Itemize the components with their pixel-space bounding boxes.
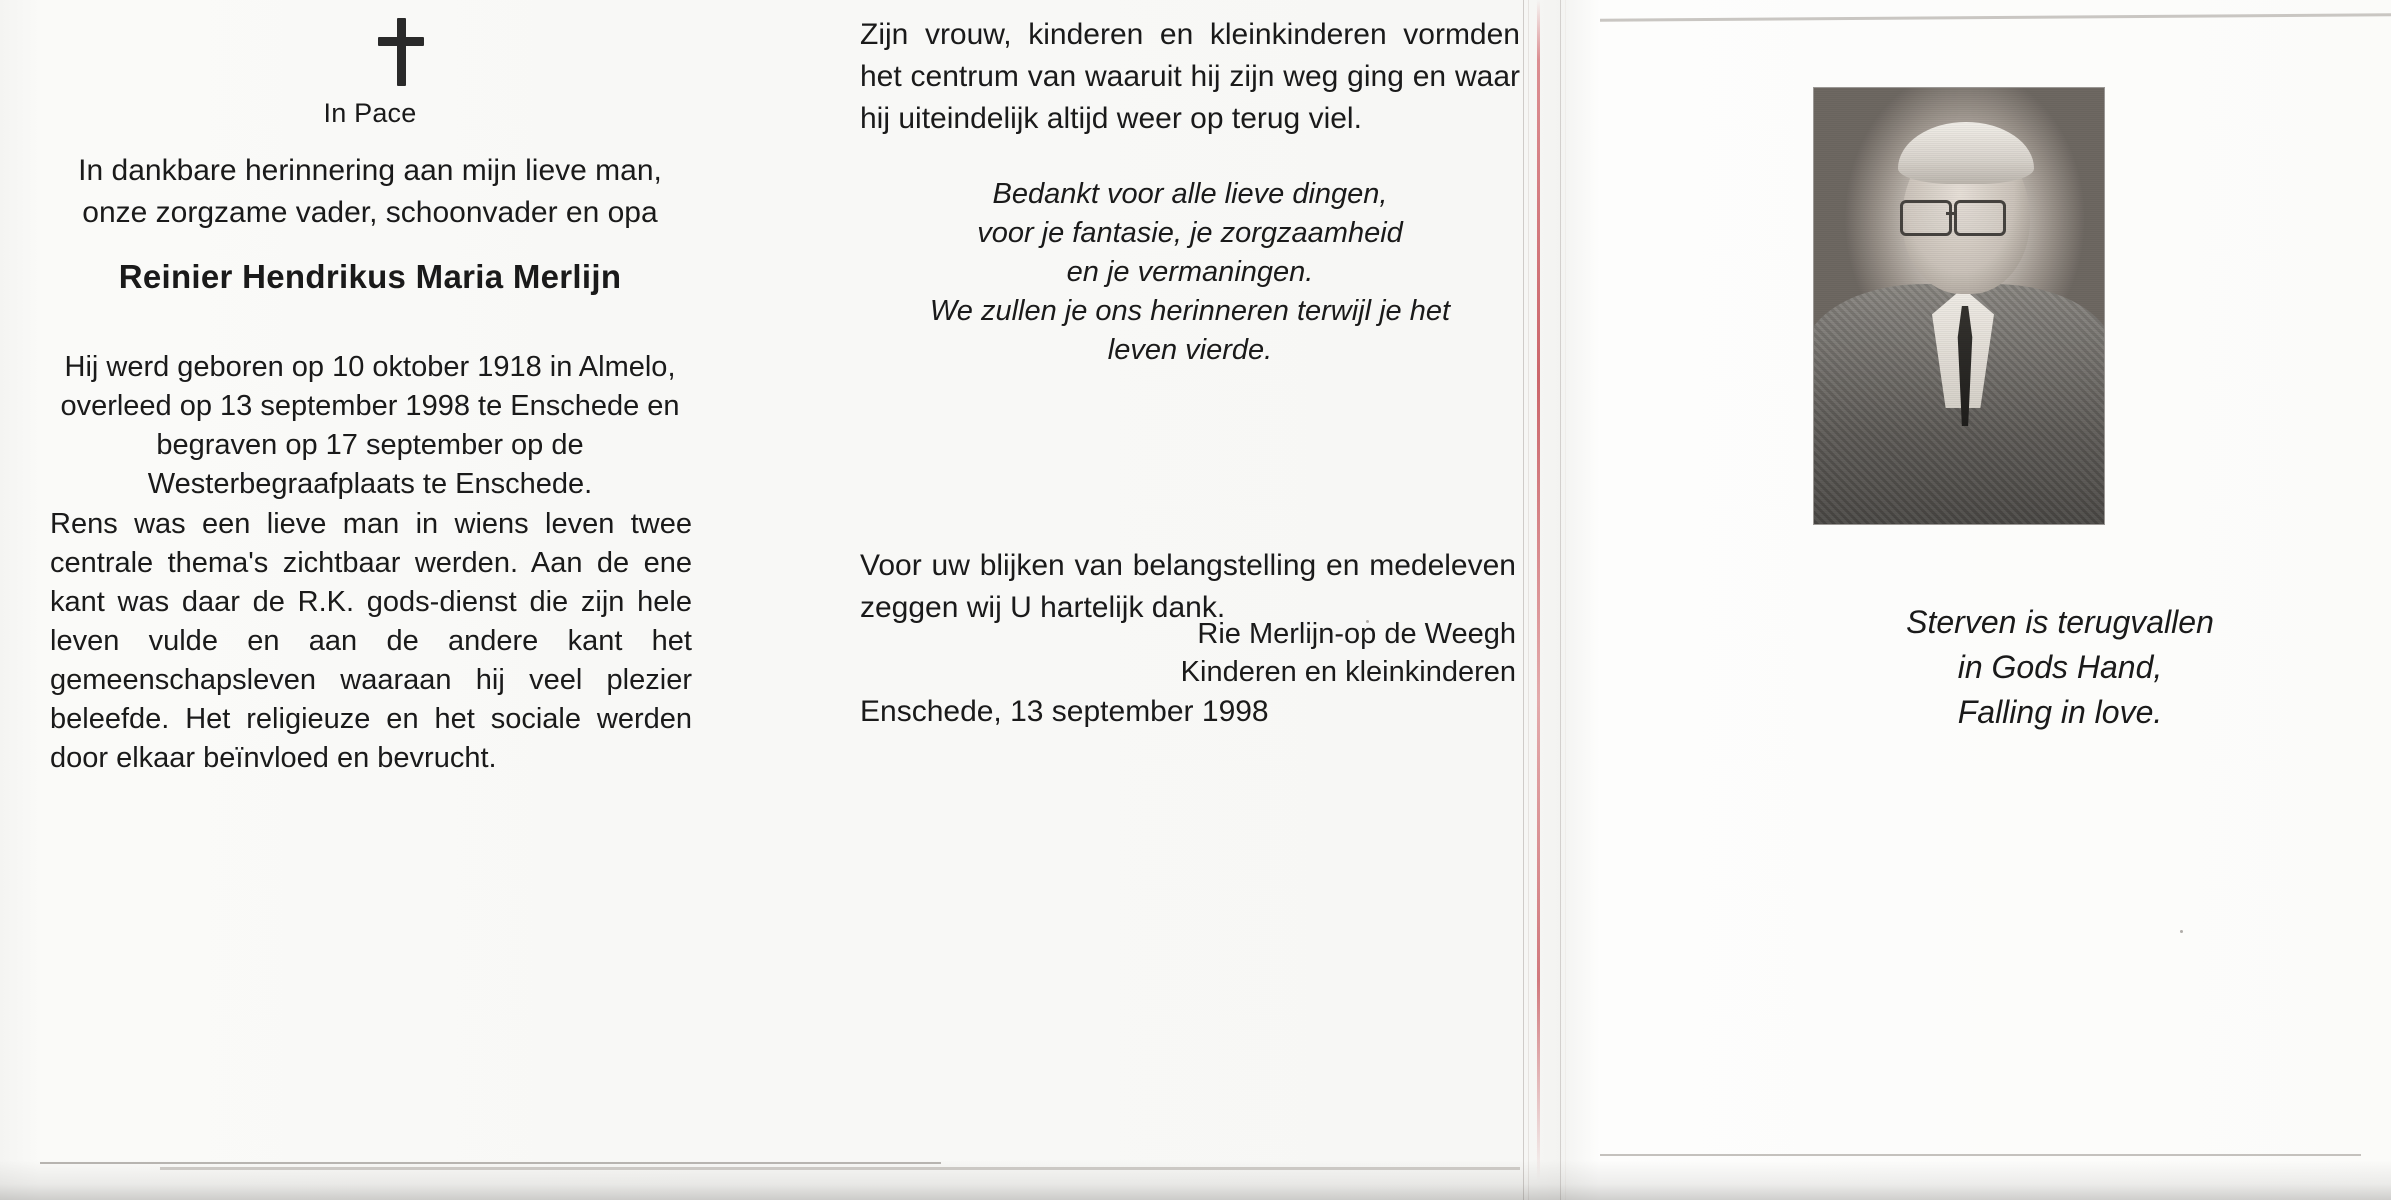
portrait-photo	[1814, 88, 2104, 524]
fold-seam-left	[1523, 0, 1524, 1200]
poem-line: leven vierde.	[1107, 334, 1273, 366]
place-and-date: Enschede, 13 september 1998	[860, 695, 1269, 728]
deceased-name: Reinier Hendrikus Maria Merlijn	[118, 258, 622, 295]
poem-block	[860, 175, 1520, 370]
left-column	[40, 0, 700, 1200]
red-edge-stripe	[1537, 0, 1540, 1200]
biography-text: Rens was een lieve man in wiens leven twee centrale thema's zichtbaar werden. Aan de ene kant was daar de R.K. gods-dienst die zijn hele leven vulde en aan de andere kant het gemeenschapsleven waaraan hij veel plezier beleefde. Het religieuze en het sociale werden door elkaar beïnvloed en bevrucht.	[50, 508, 692, 774]
quote-line: in Gods Hand,	[1957, 649, 2163, 685]
fold-seam-left-inner	[1528, 0, 1529, 1200]
thanks-text: Voor uw blijken van belangstelling en medeleven zeggen wij U hartelijk dank.	[860, 549, 1516, 624]
poem-line: voor je fantasie, je zorgzaamheid	[977, 217, 1403, 249]
poem-line: We zullen je ons herinneren terwijl je het	[929, 295, 1451, 327]
signers-block	[860, 615, 1516, 691]
signer-line: Kinderen en kleinkinderen	[1180, 656, 1516, 688]
closing-quote	[1760, 600, 2360, 735]
poem-line: Bedankt voor alle lieve dingen,	[992, 178, 1388, 210]
dedication-text: In dankbare herinnering aan mijn lieve man, onze zorgzame vader, schoonvader en opa	[78, 154, 662, 229]
poem-line: en je vermaningen.	[1066, 256, 1314, 288]
portrait-image	[1814, 88, 2104, 524]
quote-line: Sterven is terugvallen	[1906, 604, 2214, 640]
latin-cross-icon	[378, 18, 424, 86]
birth-death-burial-text: Hij werd geboren op 10 oktober 1918 in Almelo, overleed op 13 september 1998 te Enschede en begraven op 17 september op de Westerbegraafplaats te Enschede.	[60, 351, 680, 500]
right-column	[1760, 0, 2360, 1200]
family-paragraph: Zijn vrouw, kinderen en kleinkinderen vormden het centrum van waaruit hij zijn weg ging en waar hij uiteindelijk altijd weer op terug viel.	[860, 18, 1520, 135]
photo-grain	[1814, 88, 2104, 524]
in-pace-text: In Pace	[323, 98, 417, 128]
middle-column	[860, 0, 1520, 1200]
fold-seam-right	[1565, 0, 1566, 1200]
fold-seam-right-inner	[1560, 0, 1561, 1200]
signer-line: Rie Merlijn-op de Weegh	[1197, 618, 1516, 650]
quote-line: Falling in love.	[1957, 694, 2163, 730]
